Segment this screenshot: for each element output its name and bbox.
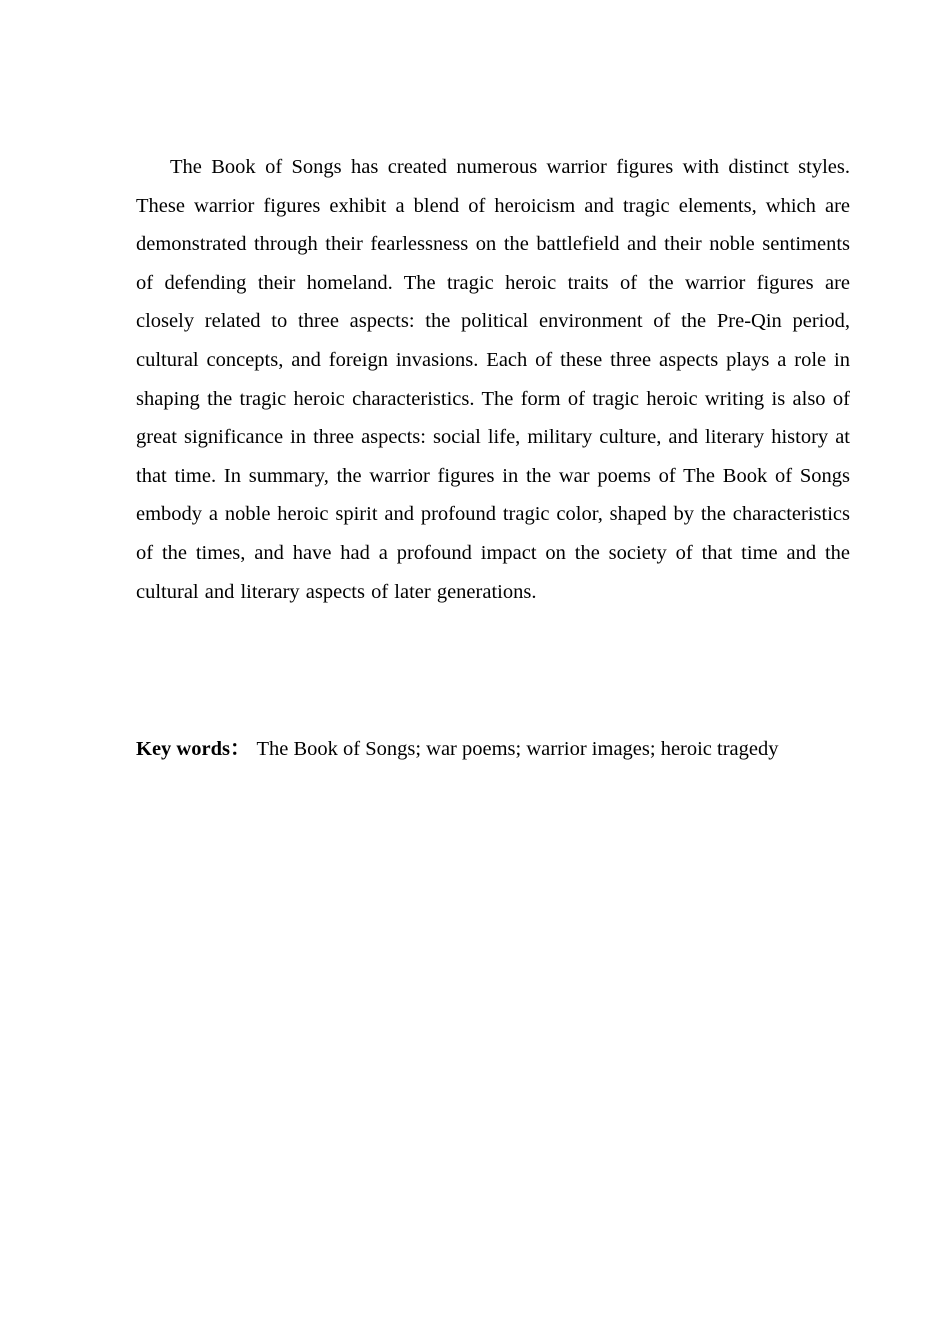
keywords-separator: ：	[229, 738, 251, 760]
abstract-paragraph: The Book of Songs has created numerous warrior figures with distinct styles. These warrior figures exhibit a blend of heroicism and tragic elements, which are demonstrated through their fearlessness on the battlefield and their noble sentiments of defending their homeland. The tragic heroic traits of the warrior figures are closely related to three aspects: the political environment of the Pre-Qin period, cultural concepts, and foreign invasions. Each of these three aspects plays a role in shaping the tragic heroic characteristics. The form of tragic heroic writing is also of great significance in three aspects: social life, military culture, and literary history at that time. In summary, the warrior figures in the war poems of The Book of Songs embody a noble heroic spirit and profound tragic color, shaped by the characteristics of the times, and have had a profound impact on the society of that time and the cultural and literary aspects of later generations.	[136, 156, 850, 603]
keywords-label: Key words	[136, 738, 230, 760]
keywords-line	[136, 730, 896, 768]
keywords-value: The Book of Songs; war poems; warrior images; heroic tragedy	[256, 738, 779, 760]
